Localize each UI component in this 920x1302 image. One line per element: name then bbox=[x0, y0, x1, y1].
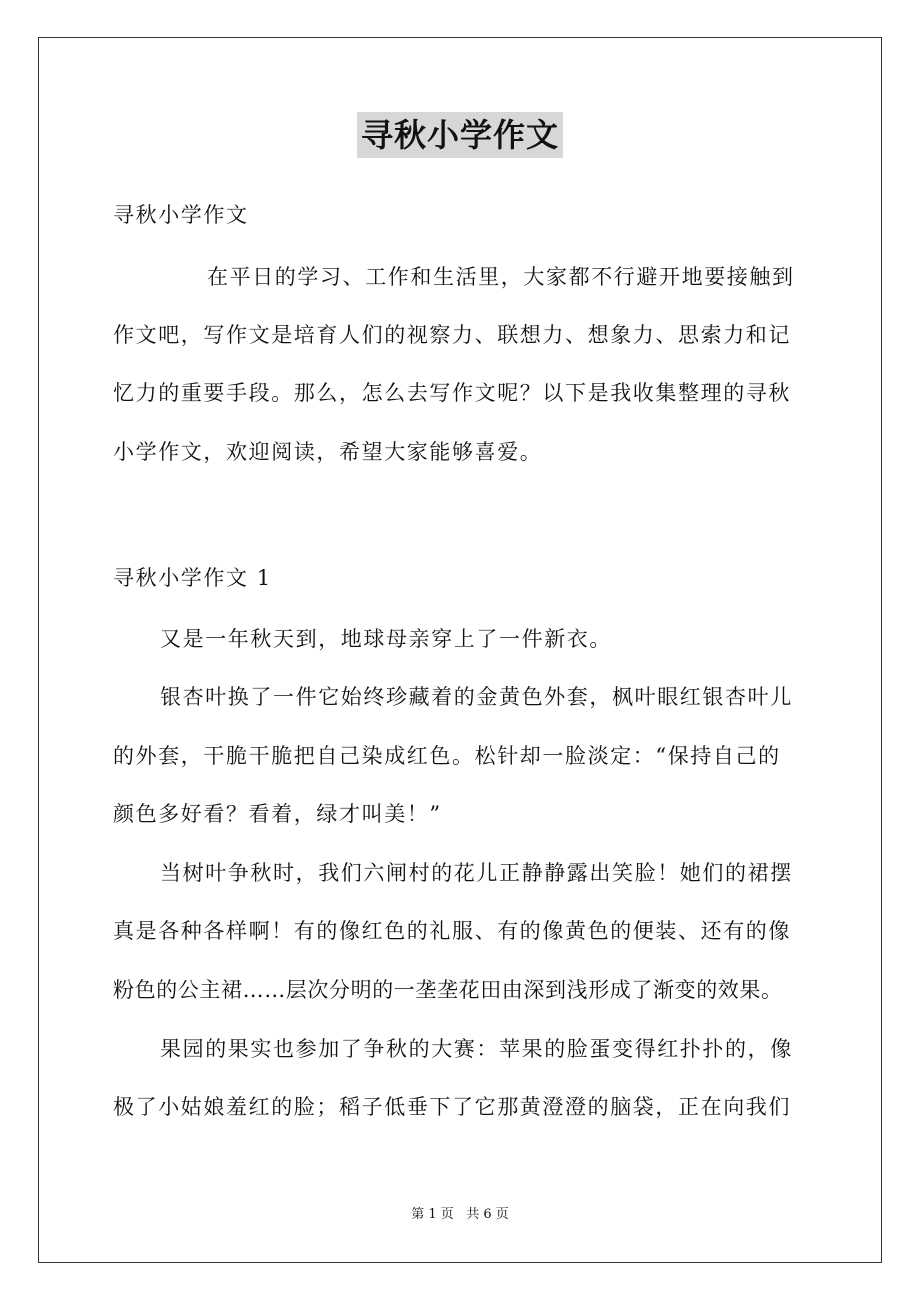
page-footer bbox=[0, 1206, 920, 1224]
intro-line-1: 在平日的学习、工作和生活里，大家都不行避开地要接触到 bbox=[207, 265, 795, 289]
body-line-1: 又是一年秋天到，地球母亲穿上了一件新衣。 bbox=[160, 627, 612, 651]
intro-line-2: 作文吧，写作文是培育人们的视察力、联想力、想象力、思索力和记 bbox=[113, 323, 791, 347]
intro-line-3: 忆力的重要手段。那么，怎么去写作文呢？以下是我收集整理的寻秋 bbox=[113, 381, 791, 405]
page-number-label: 第 1 页 共 6 页 bbox=[411, 1207, 509, 1222]
body-line-2: 银杏叶换了一件它始终珍藏着的金黄色外套，枫叶眼红银杏叶儿 bbox=[160, 685, 793, 709]
body-line-5: 当树叶争秋时，我们六闸村的花儿正静静露出笑脸！她们的裙摆 bbox=[160, 861, 793, 885]
body-line-9: 极了小姑娘羞红的脸；稻子低垂下了它那黄澄澄的脑袋，正在向我们 bbox=[113, 1095, 791, 1119]
title-container bbox=[0, 112, 920, 158]
document-title: 寻秋小学作文 bbox=[357, 112, 563, 158]
section-heading: 寻秋小学作文 1 bbox=[113, 566, 272, 590]
body-line-6: 真是各种各样啊！有的像红色的礼服、有的像黄色的便装、还有的像 bbox=[113, 919, 791, 943]
body-line-7: 粉色的公主裙……层次分明的一垄垄花田由深到浅形成了渐变的效果。 bbox=[113, 978, 783, 1002]
body-line-8: 果园的果实也参加了争秋的大赛：苹果的脸蛋变得红扑扑的，像 bbox=[160, 1037, 793, 1061]
subtitle: 寻秋小学作文 bbox=[113, 203, 249, 227]
intro-line-4: 小学作文，欢迎阅读，希望大家能够喜爱。 bbox=[113, 440, 543, 464]
body-line-4: 颜色多好看？看着，绿才叫美！” bbox=[113, 802, 442, 826]
body-line-3: 的外套，干脆干脆把自己染成红色。松针却一脸淡定：“保持自己的 bbox=[113, 744, 781, 768]
